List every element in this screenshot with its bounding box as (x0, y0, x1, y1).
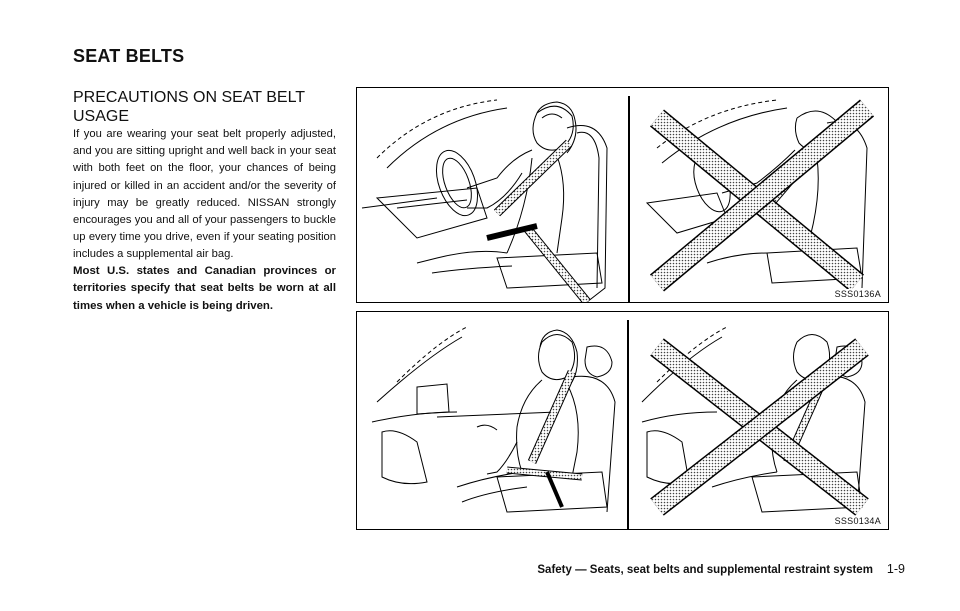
section-heading: SEAT BELTS (73, 46, 185, 66)
incorrect-x-mark-2 (657, 347, 862, 507)
footer-section-title: Safety — Seats, seat belts and supplemental restraint system (537, 564, 873, 576)
subheading: PRECAUTIONS ON SEAT BELT USAGE (73, 89, 305, 125)
figure-driver-seatbelt (356, 87, 889, 303)
figure-caption: SSS0134A (834, 516, 881, 526)
panel-correct-driver (362, 100, 607, 302)
illustration-driver-seatbelt (357, 88, 888, 302)
panel-correct-passenger (372, 327, 615, 512)
page-number: 1-9 (886, 562, 905, 576)
figure-caption: SSS0136A (834, 289, 881, 299)
incorrect-x-mark-1 (657, 108, 867, 283)
illustration-passenger-seatbelt (357, 312, 888, 529)
page-footer (537, 562, 905, 576)
bold-paragraph: Most U.S. states and Canadian provinces or territories specify that seat belts be worn at all times when a vehicle is being driven. (73, 265, 336, 312)
figure-passenger-seatbelt (356, 311, 889, 530)
body-paragraph: If you are wearing your seat belt properly adjusted, and you are sitting upright and well back in your seat with both feet on the floor, your chances of being injured or killed in an accident and/or the severity of injury may be greatly reduced. NISSAN strongly encourages you and all of your passengers to buckle up every time you drive, even if your seating position includes a supplemental air bag. (73, 128, 336, 261)
